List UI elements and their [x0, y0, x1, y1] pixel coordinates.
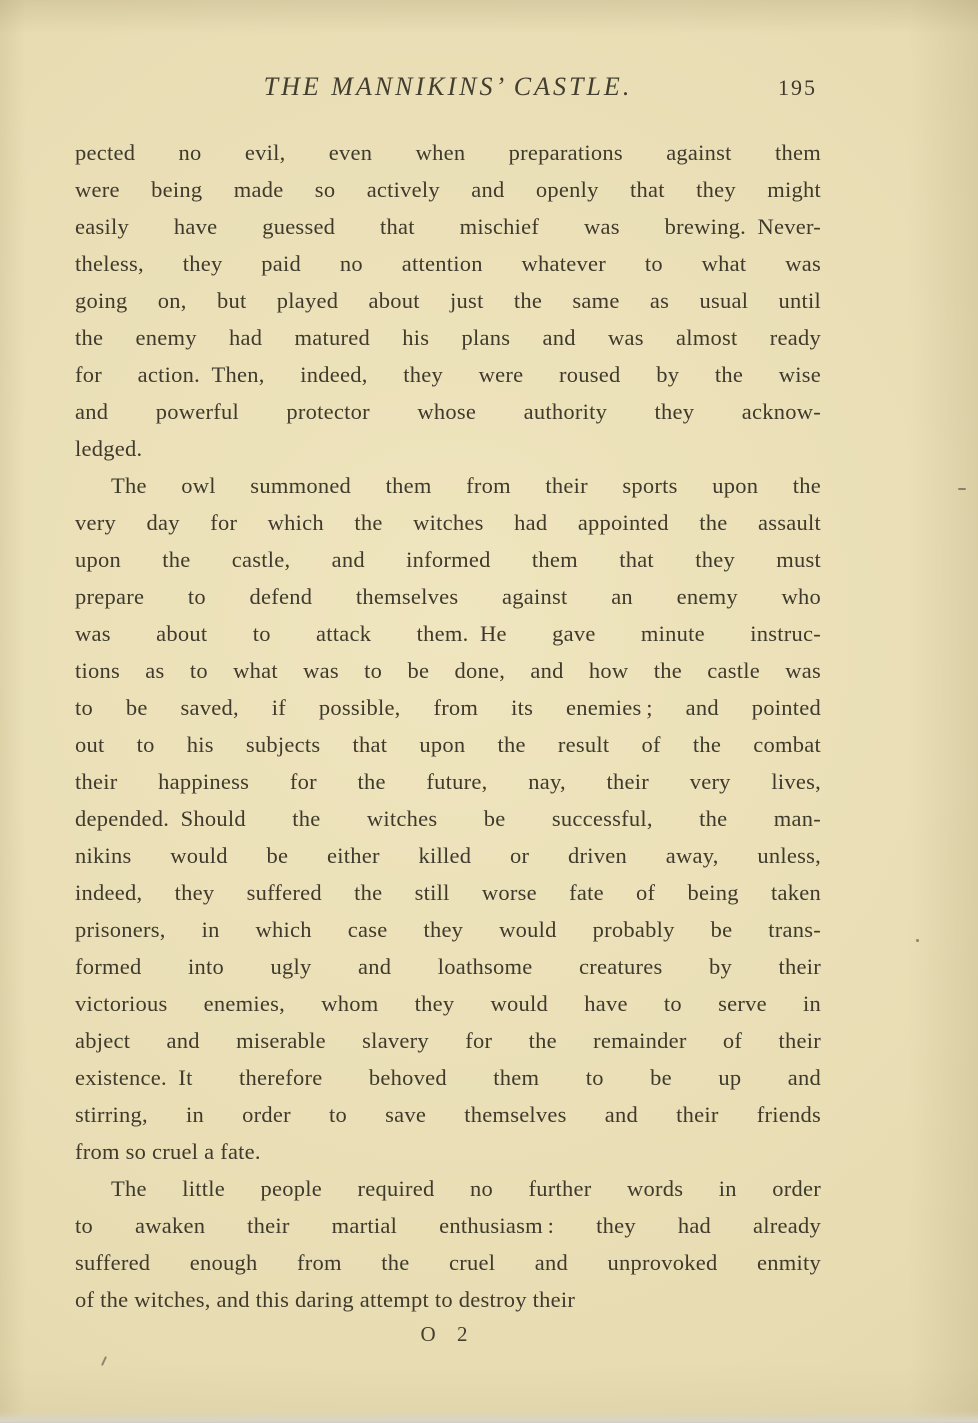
text-line: prepare to defend themselves against an enemy who: [75, 584, 821, 609]
scan-edge: [0, 1411, 978, 1423]
text-line: stirring, in order to save themselves and their friends: [75, 1102, 821, 1127]
text-line: suffered enough from the cruel and unprovoked enmity: [75, 1250, 821, 1275]
text-line: victorious enemies, whom they would have to serve in: [75, 991, 821, 1016]
text-line: very day for which the witches had appointed the assault: [75, 510, 821, 535]
text-line: abject and miserable slavery for the remainder of their: [75, 1028, 821, 1053]
page-number: 195: [778, 75, 817, 100]
text-line: were being made so actively and openly that they might: [75, 177, 821, 202]
text-line: from so cruel a fate.: [75, 1139, 261, 1164]
text-line: formed into ugly and loathsome creatures by their: [75, 954, 821, 979]
text-line: to awaken their martial enthusiasm : they had already: [75, 1213, 821, 1238]
text-line: upon the castle, and informed them that they must: [75, 547, 821, 572]
text-line: of the witches, and this daring attempt to destroy their: [75, 1287, 576, 1312]
scan-artifact-tick: [101, 1356, 107, 1366]
running-title: THE MANNIKINS’ CASTLE.: [263, 72, 633, 101]
scan-artifact-dash: [958, 488, 966, 490]
text-line: prisoners, in which case they would probably be trans-: [75, 917, 821, 942]
page-body: [75, 134, 821, 1318]
signature-mark: O 2: [420, 1322, 476, 1346]
scan-artifact-dot: [916, 939, 919, 942]
text-line: to be saved, if possible, from its enemies ; and pointed: [75, 695, 821, 720]
text-line: for action. Then, indeed, they were roused by the wise: [75, 362, 821, 387]
text-line: pected no evil, even when preparations against them: [75, 140, 821, 165]
text-line: going on, but played about just the same as usual until: [75, 288, 821, 313]
text-line: was about to attack them. He gave minute instruc-: [75, 621, 821, 646]
text-line: out to his subjects that upon the result of the combat: [75, 732, 821, 757]
text-line: easily have guessed that mischief was brewing. Never-: [75, 214, 821, 239]
text-line: The little people required no further words in order: [111, 1176, 821, 1201]
text-line: theless, they paid no attention whatever to what was: [75, 251, 821, 276]
text-line: and powerful protector whose authority they acknow-: [75, 399, 821, 424]
text-line: depended. Should the witches be successful, the man-: [75, 806, 821, 831]
text-line: The owl summoned them from their sports upon the: [111, 473, 821, 498]
text-line: the enemy had matured his plans and was almost ready: [75, 325, 821, 350]
text-line: tions as to what was to be done, and how the castle was: [75, 658, 821, 683]
page-header: [75, 72, 821, 108]
text-line: ledged.: [75, 436, 143, 461]
text-line: existence. It therefore behoved them to be up and: [75, 1065, 821, 1090]
text-line: nikins would be either killed or driven away, unless,: [75, 843, 821, 868]
text-line: their happiness for the future, nay, their very lives,: [75, 769, 821, 794]
text-line: indeed, they suffered the still worse fate of being taken: [75, 880, 821, 905]
